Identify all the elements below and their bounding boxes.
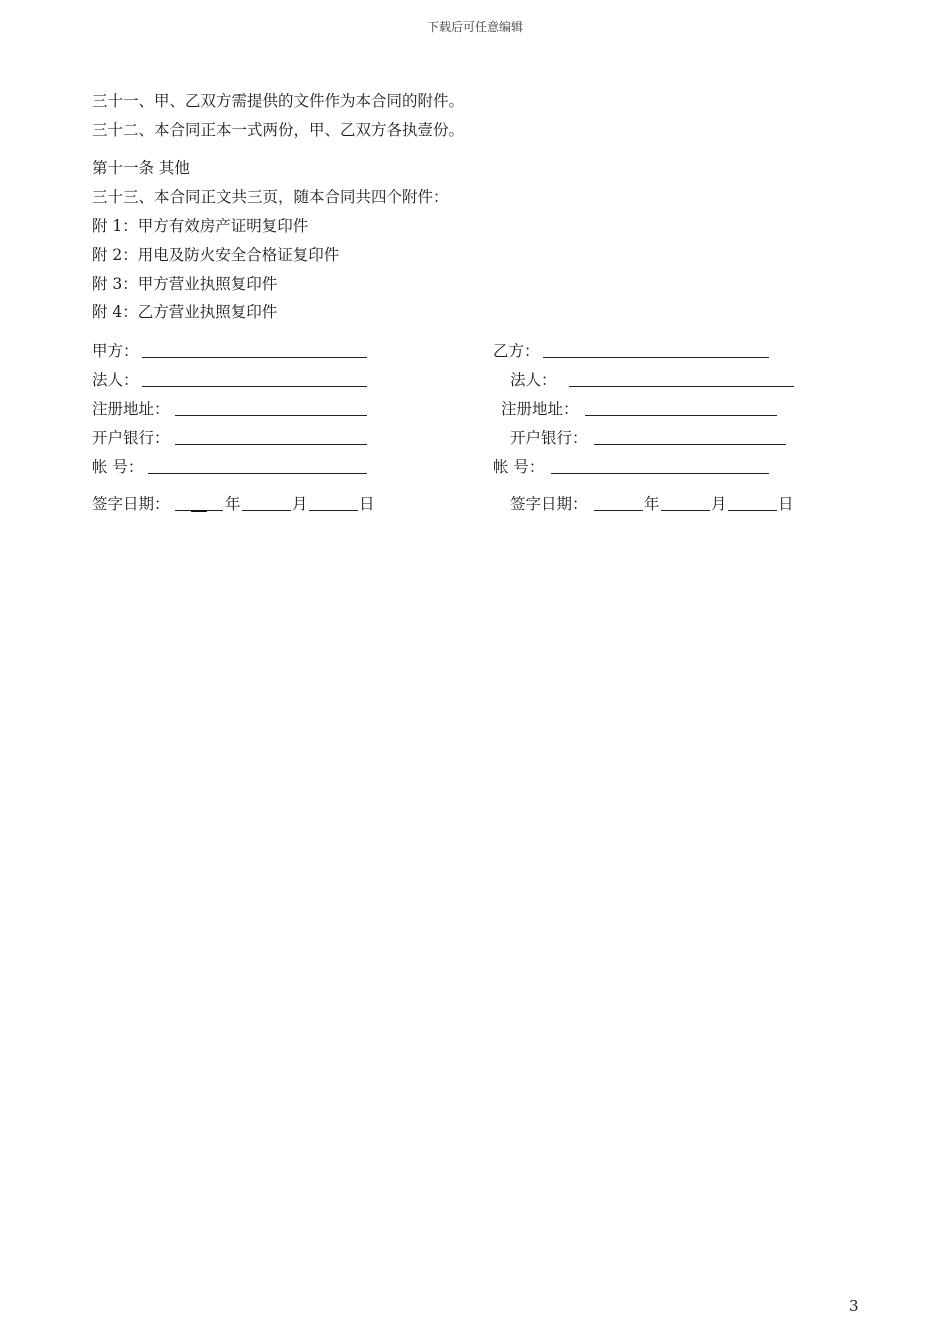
party-a-bank-blank[interactable] xyxy=(175,444,367,445)
party-a-day-label: 日 xyxy=(359,495,375,513)
party-b-month-blank[interactable] xyxy=(661,510,710,511)
party-a-month-label: 月 xyxy=(292,495,308,513)
page-header-note: 下载后可任意编辑 xyxy=(426,20,523,34)
attachment-2: 附 2：用电及防火安全合格证复印件 xyxy=(92,246,340,264)
party-b-day-label: 日 xyxy=(778,495,794,513)
party-b-address-label: 注册地址： xyxy=(501,400,579,418)
clause-31: 三十一、甲、乙双方需提供的文件作为本合同的附件。 xyxy=(92,92,465,110)
party-b-account-blank[interactable] xyxy=(551,473,769,474)
party-a-account-blank[interactable] xyxy=(148,473,367,474)
attachment-1: 附 1：甲方有效房产证明复印件 xyxy=(92,217,309,235)
party-b-year-label: 年 xyxy=(644,495,660,513)
party-b-bank-label: 开户银行： xyxy=(510,429,588,447)
attachment-3: 附 3：甲方营业执照复印件 xyxy=(92,275,278,293)
party-a-bank-label: 开户银行： xyxy=(92,429,170,447)
party-b-date-label: 签字日期： xyxy=(510,495,588,513)
party-b-day-blank[interactable] xyxy=(728,510,777,511)
party-b-legal-label: 法人： xyxy=(510,371,557,389)
party-a-address-blank[interactable] xyxy=(175,415,367,416)
party-a-legal-label: 法人： xyxy=(92,371,139,389)
party-b-name-label: 乙方： xyxy=(493,342,540,360)
party-b-name-blank[interactable] xyxy=(543,357,769,358)
party-a-month-blank[interactable] xyxy=(242,510,291,511)
party-b-account-label: 帐 号： xyxy=(493,458,545,476)
party-b-year-blank[interactable] xyxy=(594,510,643,511)
party-b-bank-blank[interactable] xyxy=(594,444,786,445)
section-11-heading: 第十一条 其他 xyxy=(92,159,190,177)
page-number: 3 xyxy=(849,1297,859,1315)
party-b-month-label: 月 xyxy=(711,495,727,513)
party-a-year-label: 年 xyxy=(225,495,241,513)
party-a-date-label: 签字日期： xyxy=(92,495,170,513)
party-a-address-label: 注册地址： xyxy=(92,400,170,418)
party-a-name-blank[interactable] xyxy=(142,357,367,358)
clause-33: 三十三、本合同正文共三页，随本合同共四个附件： xyxy=(92,188,449,206)
party-a-day-blank[interactable] xyxy=(309,510,358,511)
attachment-4: 附 4：乙方营业执照复印件 xyxy=(92,303,278,321)
party-a-name-label: 甲方： xyxy=(92,342,139,360)
party-b-legal-blank[interactable] xyxy=(569,386,794,387)
clause-32: 三十二、本合同正本一式两份，甲、乙双方各执壹份。 xyxy=(92,121,465,139)
party-a-legal-blank[interactable] xyxy=(142,386,367,387)
party-a-year-blank-bold xyxy=(191,510,207,512)
party-a-account-label: 帐 号： xyxy=(92,458,144,476)
party-b-address-blank[interactable] xyxy=(585,415,777,416)
